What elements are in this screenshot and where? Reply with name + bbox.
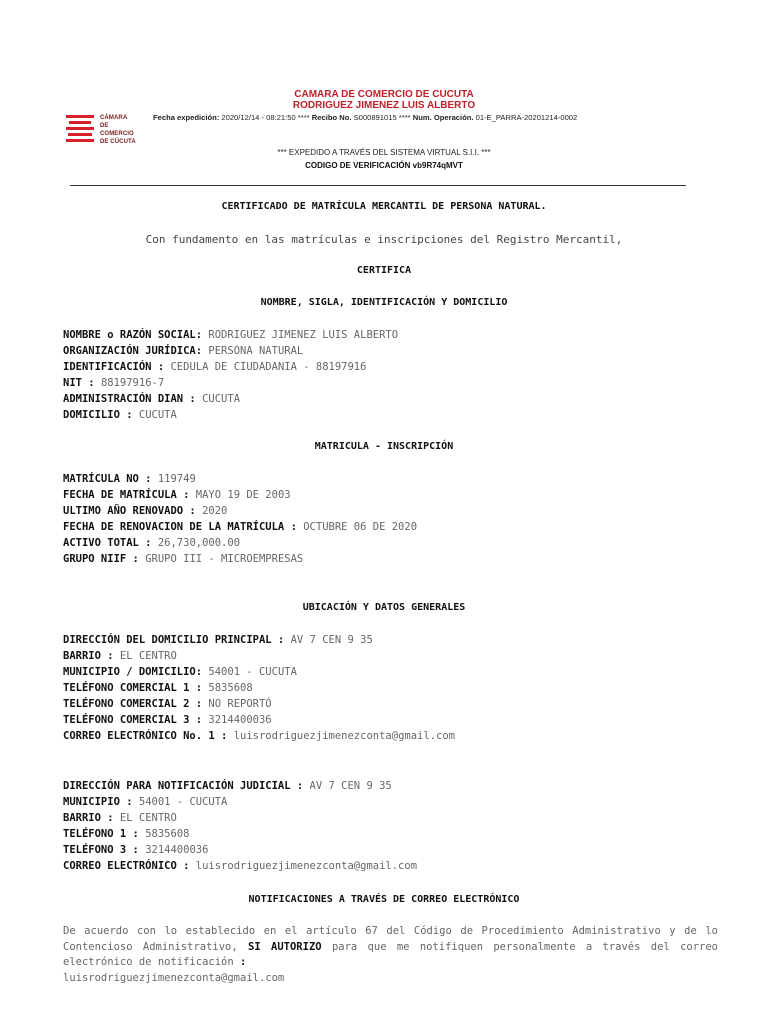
field-label: FECHA DE RENOVACION DE LA MATRÍCULA : <box>63 521 297 533</box>
field-value: 54001 - CUCUTA <box>208 666 297 678</box>
field-label: GRUPO NIIF : <box>63 553 139 565</box>
field-row <box>63 377 164 389</box>
receipt-label: Recibo No. <box>311 113 352 122</box>
verification-code: CODIGO DE VERIFICACIÓN vb9R74qMVT <box>305 161 463 170</box>
field-label: DIRECCIÓN PARA NOTIFICACIÓN JUDICIAL : <box>63 780 304 792</box>
expedition-label: Fecha expedición: <box>153 113 220 122</box>
field-row <box>63 714 272 726</box>
field-label: TELÉFONO 3 : <box>63 844 139 856</box>
document-header <box>0 0 768 190</box>
field-row <box>63 505 227 517</box>
field-label: CORREO ELECTRÓNICO : <box>63 860 190 872</box>
field-value: OCTUBRE 06 DE 2020 <box>303 521 418 533</box>
field-row <box>63 393 240 405</box>
field-value: 3214400036 <box>145 844 209 856</box>
field-label: ULTIMO AÑO RENOVADO : <box>63 505 196 517</box>
field-row <box>63 634 373 646</box>
field-label: NIT : <box>63 377 95 389</box>
chamber-logo <box>66 112 136 152</box>
field-label: FECHA DE MATRÍCULA : <box>63 489 190 501</box>
notifications-text-continued: para que me notifiquen personalmente a través del correo electrónico de notificación <box>63 940 719 968</box>
expedition-line <box>153 113 577 122</box>
field-value: 5835608 <box>208 682 253 694</box>
field-row <box>63 553 303 565</box>
field-row <box>63 361 366 373</box>
field-row <box>63 489 291 501</box>
field-value: PERSONA NATURAL <box>208 345 304 357</box>
email-link[interactable]: luisrodriguezjimenezconta@gmail.com <box>233 730 455 742</box>
field-row <box>63 860 417 872</box>
field-value: 88197916-7 <box>100 377 165 389</box>
certificate-title: CERTIFICADO DE MATRÍCULA MERCANTIL DE PERSONA NATURAL. <box>221 201 547 212</box>
identification-heading: NOMBRE, SIGLA, IDENTIFICACIÓN Y DOMICILIO <box>260 297 508 308</box>
field-label: TELÉFONO COMERCIAL 1 : <box>63 682 203 694</box>
logo-text-line-1: CÁMARA DE <box>100 115 128 129</box>
field-row <box>63 666 297 678</box>
field-value: CEDULA DE CIUDADANIA - 88197916 <box>170 361 367 373</box>
field-label: DOMICILIO : <box>63 409 133 421</box>
field-value: EL CENTRO <box>119 812 177 824</box>
field-label: CORREO ELECTRÓNICO No. 1 : <box>63 730 228 742</box>
email-link[interactable]: luisrodriguezjimenezconta@gmail.com <box>195 860 418 872</box>
field-label: MATRÍCULA NO : <box>63 473 152 485</box>
field-value: CUCUTA <box>202 393 241 405</box>
field-label: NOMBRE o RAZÓN SOCIAL: <box>63 329 203 341</box>
field-label: TELÉFONO COMERCIAL 3 : <box>63 714 203 726</box>
field-row <box>63 473 196 485</box>
location-heading: UBICACIÓN Y DATOS GENERALES <box>302 602 466 613</box>
field-value: 2020 <box>202 505 228 517</box>
registration-heading: MATRICULA - INSCRIPCIÓN <box>314 441 454 452</box>
field-value: RODRIGUEZ JIMENEZ LUIS ALBERTO <box>208 329 399 341</box>
field-value: CUCUTA <box>138 409 177 421</box>
notifications-heading: NOTIFICACIONES A TRAVÉS DE CORREO ELECTRÓNICO <box>248 894 520 905</box>
field-row <box>63 409 177 421</box>
field-row <box>63 521 417 533</box>
registrant-name: RODRIGUEZ JIMENEZ LUIS ALBERTO <box>292 100 476 111</box>
colon: : <box>240 956 247 968</box>
field-label: DIRECCIÓN DEL DOMICILIO PRINCIPAL : <box>63 634 285 646</box>
field-label: MUNICIPIO / DOMICILIO: <box>63 666 203 678</box>
field-row <box>63 682 253 694</box>
stars-1: **** <box>297 113 310 122</box>
stars-2: **** <box>398 113 411 122</box>
field-value: EL CENTRO <box>119 650 177 662</box>
field-value: MAYO 19 DE 2003 <box>195 489 291 501</box>
field-value: 26,730,000.00 <box>157 537 241 549</box>
operation-label: Num. Operación. <box>412 113 474 122</box>
field-value: AV 7 CEN 9 35 <box>290 634 373 646</box>
field-value: NO REPORTÓ <box>208 698 272 710</box>
sii-notice: *** EXPEDIDO A TRAVÉS DEL SISTEMA VIRTUAL S.I.I. *** <box>277 148 491 157</box>
field-row <box>63 650 177 662</box>
header-divider <box>70 185 686 186</box>
logo-text-line-3: DE CÚCUTA <box>100 139 136 145</box>
field-row <box>63 345 303 357</box>
field-label: IDENTIFICACIÓN : <box>63 361 165 373</box>
field-value: AV 7 CEN 9 35 <box>309 780 392 792</box>
field-value: 5835608 <box>145 828 190 840</box>
field-row <box>63 796 227 808</box>
field-value: 3214400036 <box>208 714 272 726</box>
field-label: ADMINISTRACIÓN DIAN : <box>63 393 196 405</box>
field-label: BARRIO : <box>63 650 114 662</box>
field-label: TELÉFONO 1 : <box>63 828 139 840</box>
field-label: ACTIVO TOTAL : <box>63 537 152 549</box>
field-row <box>63 730 455 742</box>
field-row <box>63 844 208 856</box>
certifica-heading: CERTIFICA <box>356 265 412 276</box>
field-value: 119749 <box>157 473 196 485</box>
field-label: BARRIO : <box>63 812 114 824</box>
notifications-paragraph <box>63 924 718 986</box>
field-row <box>63 812 177 824</box>
chamber-name: CAMARA DE COMERCIO DE CUCUTA <box>294 89 474 100</box>
field-row <box>63 329 398 341</box>
field-value: GRUPO III - MICROEMPRESAS <box>145 553 304 565</box>
logo-text-line-2: COMERCIO <box>100 131 134 137</box>
authorize-flag: SI AUTORIZO <box>248 940 322 953</box>
notification-email[interactable]: luisrodriguezjimenezconta@gmail.com <box>63 971 285 984</box>
operation-value: 01-E_PARRA-20201214-0002 <box>475 113 578 122</box>
field-row <box>63 828 189 840</box>
field-label: ORGANIZACIÓN JURÍDICA: <box>63 345 203 357</box>
certificate-intro: Con fundamento en las matrículas e inscripciones del Registro Mercantil, <box>145 233 623 246</box>
field-row <box>63 780 392 792</box>
receipt-value: S000891015 <box>353 113 397 122</box>
expedition-value: 2020/12/14 - 08:21:50 <box>221 113 296 122</box>
field-row <box>63 537 240 549</box>
notifications-text: De acuerdo con lo establecido en el artículo 67 del Código de Procedimiento Administrativo y de lo Contencioso Administrativo, <box>63 925 718 953</box>
field-label: MUNICIPIO : <box>63 796 133 808</box>
field-value: 54001 - CUCUTA <box>138 796 228 808</box>
field-label: TELÉFONO COMERCIAL 2 : <box>63 698 203 710</box>
field-row <box>63 698 272 710</box>
